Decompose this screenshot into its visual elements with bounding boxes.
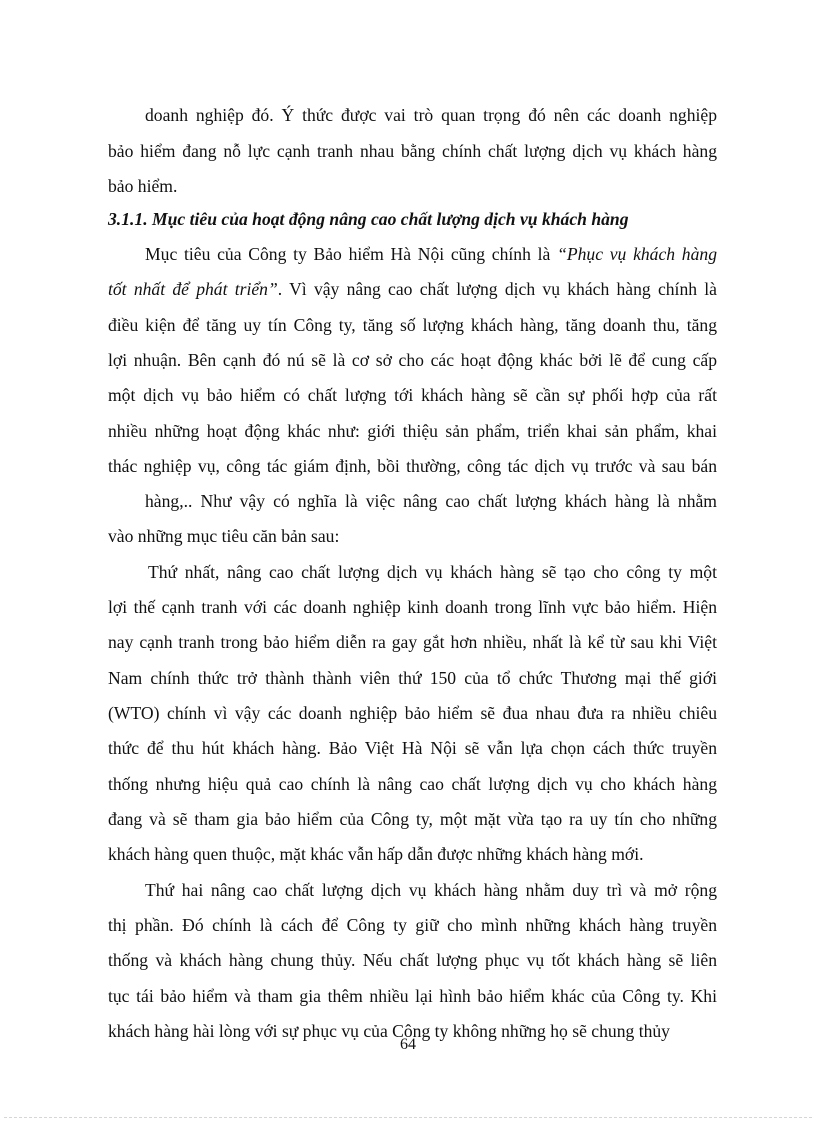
text-line: nay cạnh tranh trong bảo hiểm diễn ra gay gắt hơn nhiều, nhất là kể từ sau khi Việt xyxy=(108,632,717,652)
text-line: lợi thế cạnh tranh với các doanh nghiệp kinh doanh trong lĩnh vực bảo hiểm. Hiện xyxy=(108,597,717,617)
text-line: điều kiện để tăng uy tín Công ty, tăng số lượng khách hàng, tăng doanh thu, tăng xyxy=(108,315,717,335)
text-line: vào những mục tiêu căn bản sau: xyxy=(108,526,340,546)
text-span: Mục tiêu của Công ty Bảo hiểm Hà Nội cũng chính là xyxy=(145,244,558,264)
text-line: thống nhưng hiệu quả cao chính là nâng cao chất lượng dịch vụ cho khách hàng xyxy=(108,774,717,794)
text-line: đang và sẽ tham gia bảo hiểm của Công ty, một mặt vừa tạo ra uy tín cho những xyxy=(108,809,717,829)
text-line: thác nghiệp vụ, công tác giám định, bồi thường, công tác dịch vụ trước và sau bán xyxy=(108,456,717,476)
text-line: doanh nghiệp đó. Ý thức được vai trò quan trọng đó nên các doanh nghiệp xyxy=(145,105,717,125)
text-line: (WTO) chính vì vậy các doanh nghiệp bảo hiểm sẽ đua nhau đưa ra nhiều chiêu xyxy=(108,703,717,723)
text-line xyxy=(145,242,717,266)
quote-span: tốt nhất để phát triển” xyxy=(108,279,278,299)
text-line: thị phần. Đó chính là cách để Công ty giữ cho mình những khách hàng truyền xyxy=(108,915,717,935)
text-line: hàng,.. Như vậy có nghĩa là việc nâng cao chất lượng khách hàng là nhằm xyxy=(145,491,717,511)
text-line: bảo hiểm. xyxy=(108,176,178,196)
text-line: nhiều những hoạt động khác như: giới thiệu sản phẩm, triển khai sản phẩm, khai xyxy=(108,421,717,441)
text-line: một dịch vụ bảo hiểm có chất lượng tới khách hàng sẽ cần sự phối hợp của rất xyxy=(108,385,717,405)
text-line: khách hàng quen thuộc, mặt khác vẫn hấp dẫn được những khách hàng mới. xyxy=(108,844,644,864)
text-line: Thứ nhất, nâng cao chất lượng dịch vụ khách hàng sẽ tạo cho công ty một xyxy=(148,562,717,582)
text-line: thống và khách hàng chung thủy. Nếu chất lượng phục vụ tốt khách hàng sẽ liên xyxy=(108,950,717,970)
text-line: Thứ hai nâng cao chất lượng dịch vụ khách hàng nhằm duy trì và mở rộng xyxy=(145,880,717,900)
text-line xyxy=(108,277,717,301)
text-line: Nam chính thức trở thành thành viên thứ 150 của tổ chức Thương mại thế giới xyxy=(108,668,717,688)
text-line: bảo hiểm đang nỗ lực cạnh tranh nhau bằng chính chất lượng dịch vụ khách hàng xyxy=(108,141,717,161)
page-number: 64 xyxy=(400,1036,416,1053)
text-span: . Vì vậy nâng cao chất lượng dịch vụ khách hàng chính là xyxy=(277,279,717,299)
text-line: tục tái bảo hiểm và tham gia thêm nhiều lại hình bảo hiểm khác của Công ty. Khi xyxy=(108,986,717,1006)
text-line: khách hàng hài lòng với sự phục vụ của Công ty không những họ sẽ chung thủy xyxy=(108,1021,670,1041)
text-line: lợi nhuận. Bên cạnh đó nú sẽ là cơ sở cho các hoạt động khác bởi lẽ để cung cấp xyxy=(108,350,717,370)
quote-span: “Phục vụ khách hàng xyxy=(557,244,717,264)
section-heading: 3.1.1. Mục tiêu của hoạt động nâng cao chất lượng dịch vụ khách hàng xyxy=(108,209,629,229)
text-line: thức để thu hút khách hàng. Bảo Việt Hà Nội sẽ vẫn lựa chọn cách thức truyền xyxy=(108,738,717,758)
page-bottom-divider xyxy=(4,1117,812,1118)
